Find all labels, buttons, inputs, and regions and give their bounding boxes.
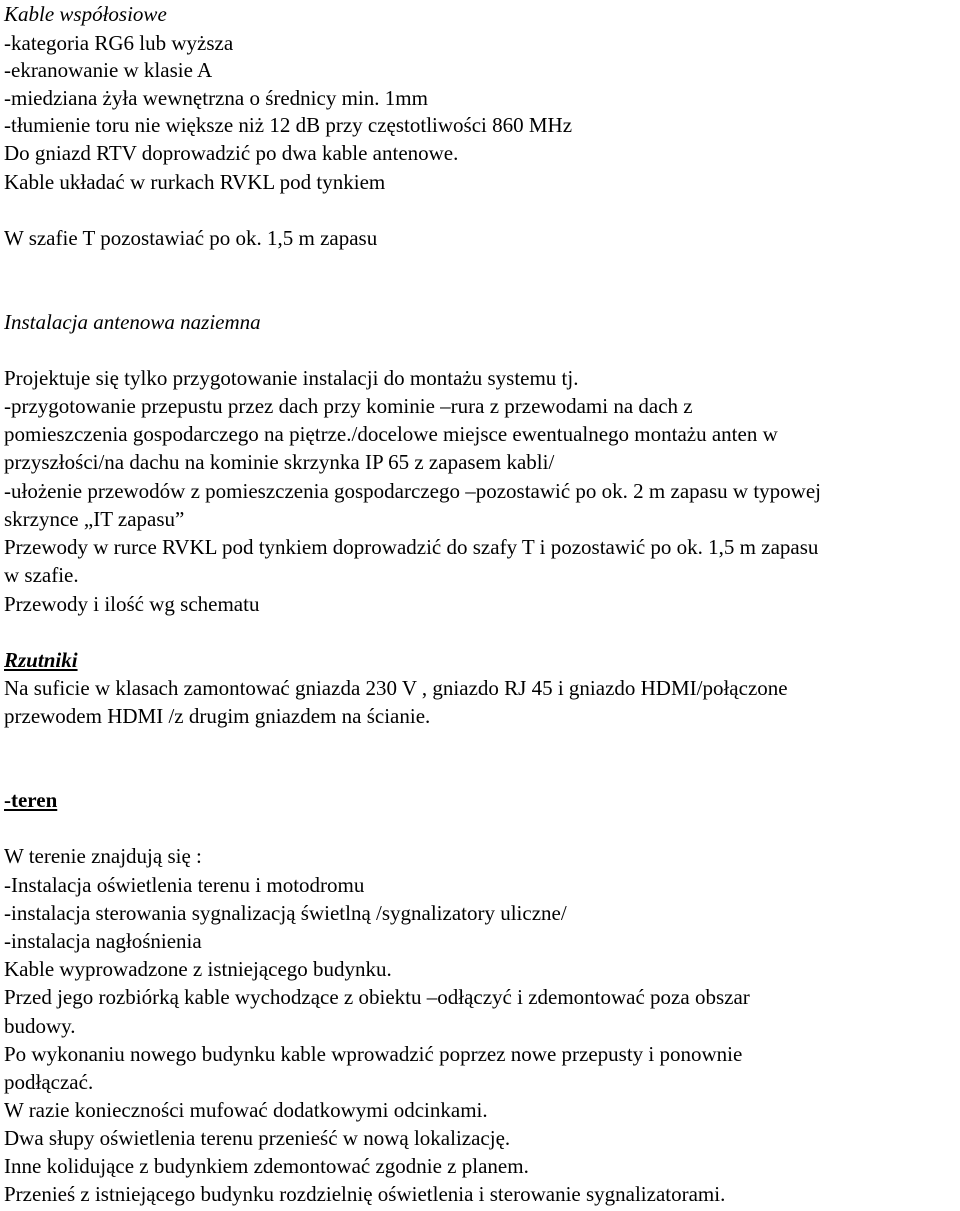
text-line: -tłumienie toru nie większe niż 12 dB przy częstotliwości 860 MHz [4,113,573,137]
text-line: W szafie T pozostawiać po ok. 1,5 m zapasu [4,226,378,250]
text-line: Projektuje się tylko przygotowanie instalacji do montażu systemu tj. [4,366,579,390]
text-line: Kable układać w rurkach RVKL pod tynkiem [4,170,386,194]
text-line: -przygotowanie przepustu przez dach przy kominie –rura z przewodami na dach z [4,394,693,418]
text-line: Przewody i ilość wg schematu [4,592,260,616]
text-line: Przewody w rurce RVKL pod tynkiem doprowadzić do szafy T i pozostawić po ok. 1,5 m zapasu [4,535,819,559]
text-line: -instalacja sterowania sygnalizacją świetlną /sygnalizatory uliczne/ [4,901,567,925]
text-line: przewodem HDMI /z drugim gniazdem na ścianie. [4,704,431,728]
text-line: W terenie znajdują się : [4,844,202,868]
text-line: Przenieś z istniejącego budynku rozdzielnię oświetlenia i sterowanie sygnalizatorami. [4,1182,726,1206]
section-heading-coaxial-cables: Kable współosiowe [4,2,167,26]
text-line: budowy. [4,1014,76,1038]
text-line: -miedziana żyła wewnętrzna o średnicy min. 1mm [4,86,428,110]
text-line: Przed jego rozbiórką kable wychodzące z obiektu –odłączyć i zdemontować poza obszar [4,985,750,1009]
text-line: Na suficie w klasach zamontować gniazda 230 V , gniazdo RJ 45 i gniazdo HDMI/połączone [4,676,788,700]
text-line: -ekranowanie w klasie A [4,58,213,82]
text-line: W razie konieczności mufować dodatkowymi odcinkami. [4,1098,488,1122]
text-line: w szafie. [4,563,79,587]
section-heading-projectors: Rzutniki [4,648,78,672]
text-line: Po wykonaniu nowego budynku kable wprowadzić poprzez nowe przepusty i ponownie [4,1042,743,1066]
text-line: Kable wyprowadzone z istniejącego budynku. [4,957,392,981]
text-line: skrzynce „IT zapasu” [4,507,185,531]
text-line: -ułożenie przewodów z pomieszczenia gospodarczego –pozostawić po ok. 2 m zapasu w typowej [4,479,821,503]
text-line: podłączać. [4,1070,94,1094]
text-line: -instalacja nagłośnienia [4,929,202,953]
text-line: -Instalacja oświetlenia terenu i motodromu [4,873,365,897]
text-line: Do gniazd RTV doprowadzić po dwa kable antenowe. [4,141,459,165]
text-line: przyszłości/na dachu na kominie skrzynka IP 65 z zapasem kabli/ [4,450,555,474]
text-line: -kategoria RG6 lub wyższa [4,31,234,55]
text-line: Dwa słupy oświetlenia terenu przenieść w nową lokalizację. [4,1126,511,1150]
text-line: pomieszczenia gospodarczego na piętrze./docelowe miejsce ewentualnego montażu anten w [4,422,778,446]
section-heading-terrestrial-antenna: Instalacja antenowa naziemna [4,310,261,334]
section-heading-terrain: -teren [4,788,58,812]
text-line: Inne kolidujące z budynkiem zdemontować zgodnie z planem. [4,1154,529,1178]
